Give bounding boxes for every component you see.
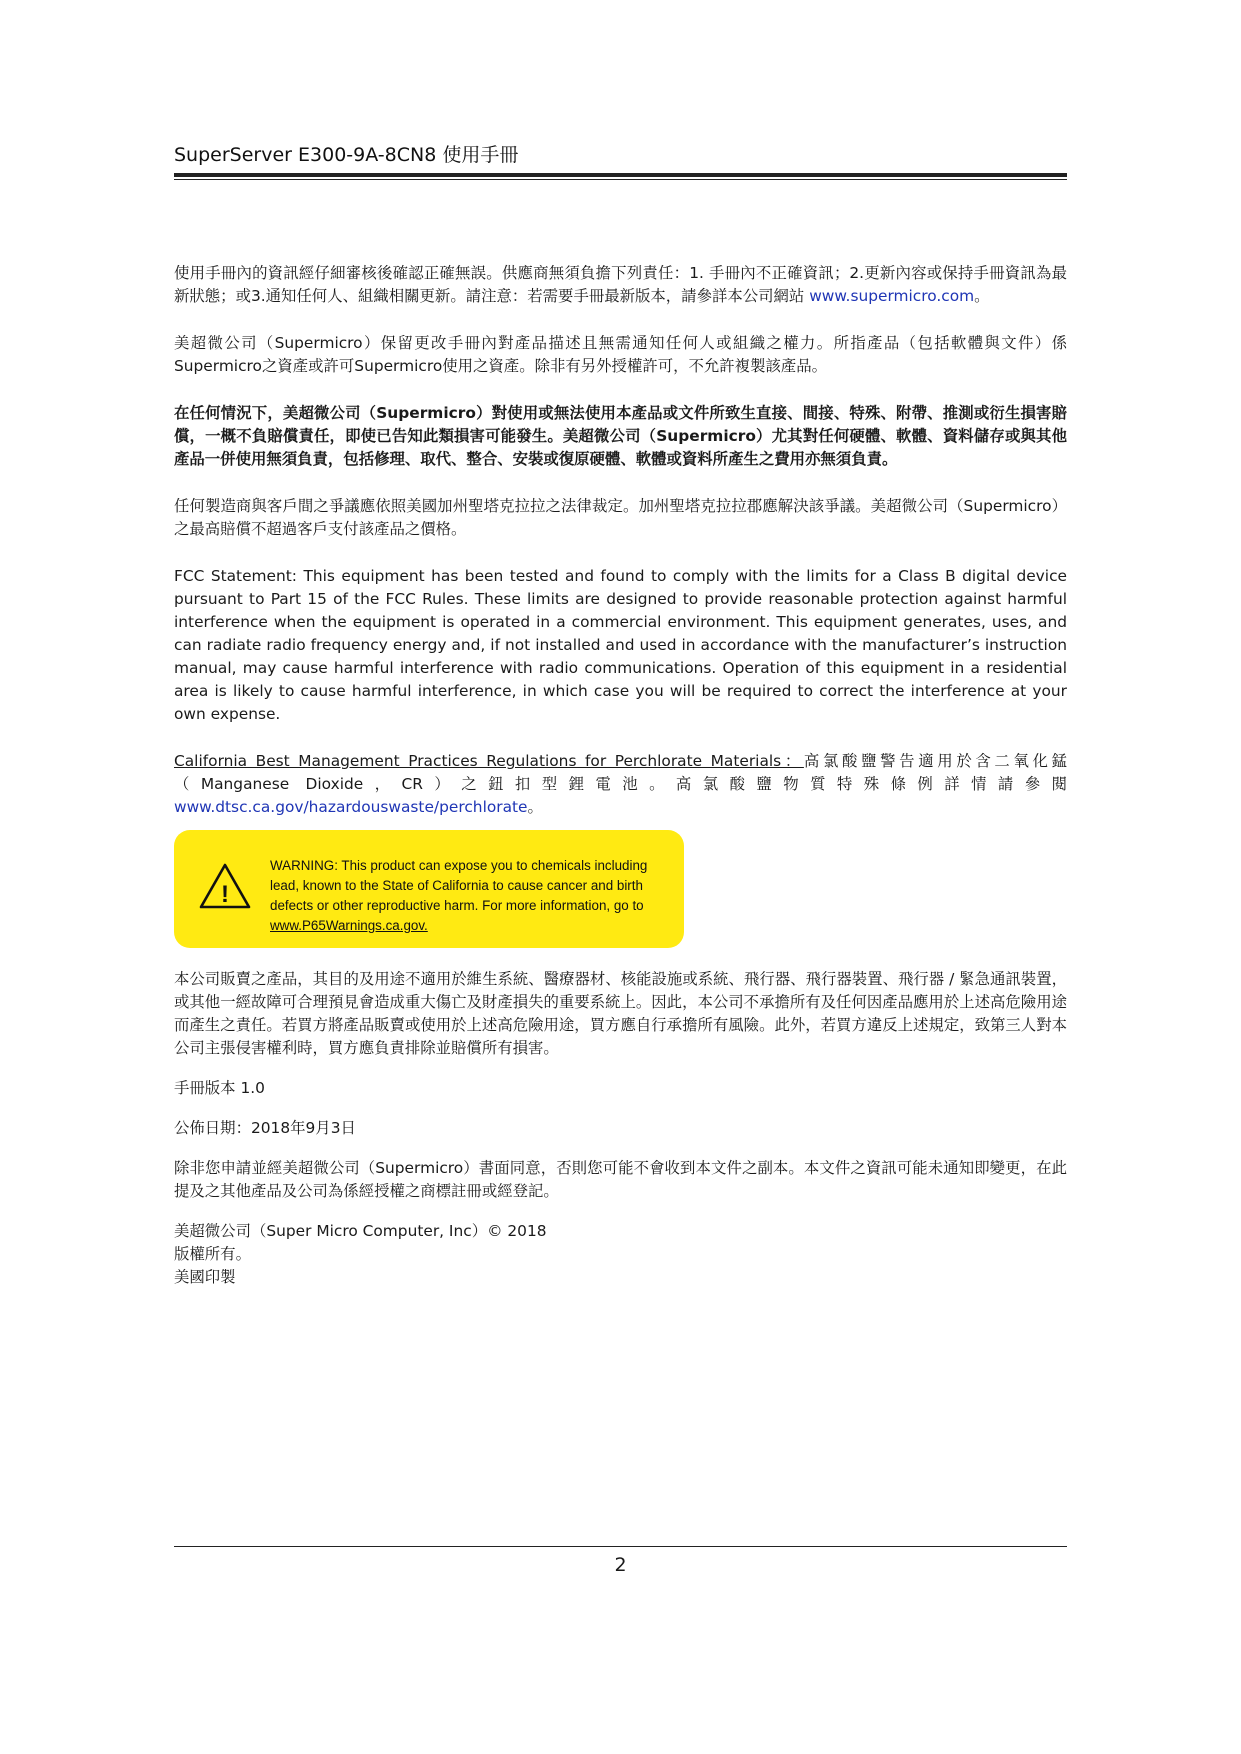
paragraph-disclaimer-accuracy [174,262,1067,308]
page-header [174,143,1067,167]
copyright-block [174,1220,1067,1289]
publish-date: 公佈日期：2018年9月3日 [174,1119,356,1137]
header-rule-thick [174,173,1067,177]
manual-version: 手冊版本 1.0 [174,1079,265,1097]
p65-warnings-link[interactable]: www.P65Warnings.ca.gov. [270,918,428,933]
supermicro-website-link[interactable]: www.supermicro.com [809,287,975,305]
rights-reserved-line: 版權所有。 [174,1245,251,1263]
printed-in-line: 美國印製 [174,1268,236,1286]
paragraph-text: 使用手冊內的資訊經仔細審核後確認正確無誤。供應商無須負擔下列責任：1. 手冊內不正確資訊；2.更新內容或保持手冊資訊為最新狀態；或3.通知任何人、組織相關更新。請注意：若需要手冊最新版本，請參詳本公司網站 [174,264,1067,305]
copyright-line: 美超微公司（Super Micro Computer, Inc）© 2018 [174,1222,547,1240]
prop65-warning-box [174,830,684,948]
warning-text [270,856,670,936]
paragraph-end: 。 [527,798,543,816]
footer-rule [174,1546,1067,1547]
document-title: SuperServer E300-9A-8CN8 使用手冊 [174,144,519,166]
page-body [174,262,1067,1289]
svg-text:!: ! [221,881,229,908]
paragraph-copy-notice: 除非您申請並經美超微公司（Supermicro）書面同意，否則您可能不會收到本文件之副本。本文件之資訊可能未通知即變更，在此提及之其他產品及公司為係經授權之商標註冊或經登記。 [174,1159,1067,1200]
paragraph-rights-reserved: 美超微公司（Supermicro）保留更改手冊內對產品描述且無需通知任何人或組織之權力。所指產品（包括軟體與文件）係Supermicro之資產或許可Supermicro使用之資產。除非有另外授權許可，不允許複製該產品。 [174,334,1067,375]
paragraph-perchlorate [174,750,1067,819]
page-number: 2 [614,1554,627,1576]
paragraph-end: 。 [974,287,990,305]
paragraph-jurisdiction: 任何製造商與客戶間之爭議應依照美國加州聖塔克拉拉之法律裁定。加州聖塔克拉拉郡應解決該爭議。美超微公司（Supermicro）之最高賠償不超過客戶支付該產品之價格。 [174,497,1067,538]
warning-message: WARNING: This product can expose you to chemicals including lead, known to the State of California to cause cancer and birth defects or other reproductive harm. For more information, go to [270,858,648,913]
warning-triangle-icon [198,862,252,910]
paragraph-high-risk-use: 本公司販賣之產品，其目的及用途不適用於維生系統、醫療器材、核能設施或系統、飛行器、飛行器裝置、飛行器 / 緊急通訊裝置，或其他一經故障可合理預見會造成重大傷亡及財產損失的重要系統上。因此，本公司不承擔所有及任何因產品應用於上述高危險用途而產生之責任。若買方將產品販賣或使用於上述高危險用途，買方應自行承擔所有風險。此外，若買方違反上述規定，致第三人對本公司主張侵害權利時，買方應負責排除並賠償所有損害。 [174,970,1067,1057]
paragraph-liability-disclaimer: 在任何情況下，美超微公司（Supermicro）對使用或無法使用本產品或文件所致生直接、間接、特殊、附帶、推測或衍生損害賠償，一概不負賠償責任，即使已告知此類損害可能發生。美超微公司（Supermicro）尤其對任何硬體、軟體、資料儲存或與其他產品一併使用無須負責，包括修理、取代、整合、安裝或復原硬體、軟體或資料所產生之費用亦無須負責。 [174,404,1067,468]
perchlorate-text: 高氯酸鹽警告適用於含二氧化錳（Manganese Dioxide，CR）之鈕扣型鋰電池。高氯酸鹽物質特殊條例詳情請參閱 [174,752,1067,793]
dtsc-perchlorate-link[interactable]: www.dtsc.ca.gov/hazardouswaste/perchlorate [174,798,528,816]
header-rule-thin [174,179,1067,180]
paragraph-fcc-statement: FCC Statement: This equipment has been tested and found to comply with the limits for a Class B digital device pursuant to Part 15 of the FCC Rules. These limits are designed to provide reasonable protection against harmful interference when the equipment is operated in a commercial environment. This equipment generates, uses, and can radiate radio frequency energy and, if not installed and used in accordance with the manufacturer’s instruction manual, may cause harmful interference with radio communications. Operation of this equipment in a residential area is likely to cause harmful interference, in which case you will be required to correct the interference at your own expense. [174,567,1067,723]
perchlorate-heading: California Best Management Practices Regulations for Perchlorate Materials： [174,752,804,770]
